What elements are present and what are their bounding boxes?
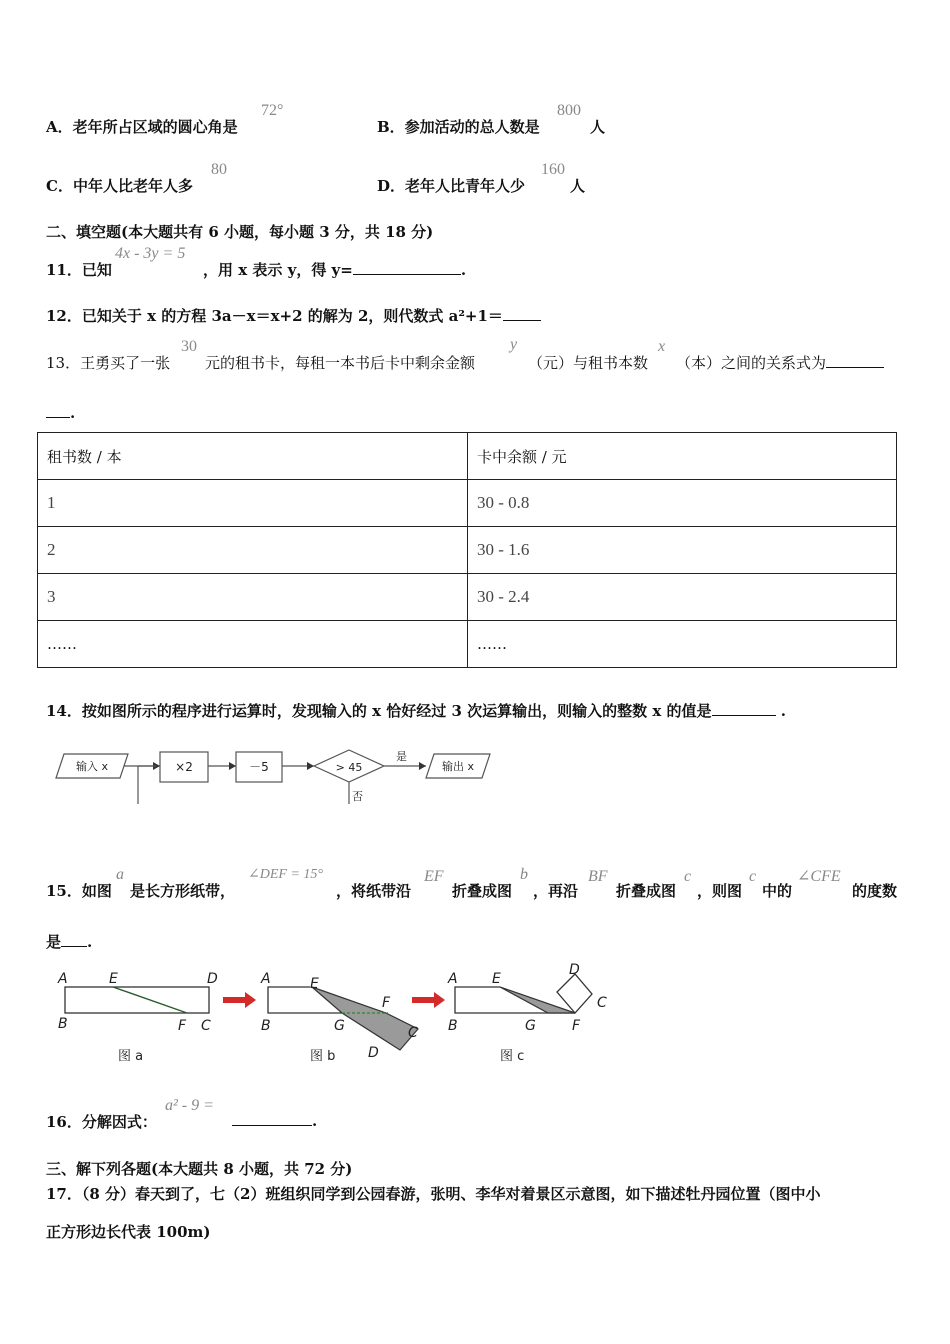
option-d [377, 175, 525, 196]
q14-end: . [780, 702, 787, 720]
table-header-books: 租书数 / 本 [38, 433, 468, 480]
flow-output-label: 输出 x [441, 760, 475, 773]
option-c-math: 80 [211, 161, 227, 178]
option-d-label: D．老年人比青年人少 [377, 177, 526, 195]
q13-p4-text: （本）之间的关系式为 [676, 354, 827, 372]
q14 [46, 700, 786, 721]
section-2-heading: 二、填空题(本大题共有 6 小题，每小题 3 分，共 18 分) [46, 223, 434, 241]
q15-end: . [87, 933, 93, 951]
q15-m7: c [749, 868, 757, 885]
fig-c-label-C: C [597, 995, 607, 1011]
q11-text-body: ，用 x 表示 y，得 y= [203, 261, 353, 279]
q15-p9: 的度数 [852, 882, 898, 900]
q15-p10: 是 [46, 933, 62, 951]
q13-p4 [676, 352, 884, 373]
q15-m3: EF [424, 868, 444, 885]
table-row [38, 527, 897, 574]
option-d-suffix: 人 [570, 177, 586, 195]
fig-c-label-F: F [572, 1018, 581, 1034]
q15-line2 [46, 931, 92, 952]
fig-b-label-F: F [382, 995, 391, 1011]
q17-line2: 正方形边长代表 100m) [46, 1223, 211, 1241]
q13-p2: 元的租书卡，每租一本书后卡中剩余金额 [205, 354, 476, 372]
flow-input-label: 输入 x [75, 760, 109, 773]
q13-p3: （元）与租书本数 [528, 354, 649, 372]
fig-b-caption: 图 b [310, 1049, 336, 1064]
fig-a-strip [65, 987, 209, 1013]
table-cell: 1 [38, 480, 468, 527]
q12-text: 12．已知关于 x 的方程 3a－x＝x+2 的解为 2，则代数式 a²+1＝ [46, 307, 503, 325]
flow-yes-label: 是 [396, 750, 407, 763]
table-cell: 3 [38, 574, 468, 621]
fig-a-fold-line [113, 987, 187, 1013]
q13-line2 [46, 403, 75, 422]
fig-c-flap [557, 974, 592, 1013]
option-a-math: 72° [261, 102, 284, 119]
table-header-row [38, 433, 897, 480]
q15-p7: ，则图 [697, 882, 743, 900]
fig-c-caption: 图 c [500, 1049, 525, 1064]
flow-op2-label: －5 [249, 760, 269, 774]
option-a-label: A．老年所占区域的圆心角是 [46, 118, 238, 136]
fig-b-folded-part [312, 987, 418, 1050]
fig-a-label-F: F [178, 1018, 187, 1034]
q11-text [203, 259, 466, 280]
arrow-right-icon [412, 992, 445, 1008]
q13-m1: 30 [181, 338, 197, 355]
table-cell: 30 - 2.4 [468, 574, 897, 621]
q15-m4: b [520, 866, 528, 883]
option-c [46, 175, 193, 196]
q11-math: 4x - 3y = 5 [115, 245, 186, 262]
q13-answer-blank-cont[interactable] [46, 403, 70, 418]
q14-answer-blank[interactable] [712, 701, 776, 716]
q14-text: 14．按如图所示的程序进行运算时，发现输入的 x 恰好经过 3 次运算输出，则输入的整数 x 的值是 [46, 702, 712, 720]
fig-b-label-C: C [408, 1025, 418, 1041]
fig-a-label-A: A [58, 971, 68, 987]
q16-answer-blank[interactable] [232, 1111, 312, 1126]
q13-answer-blank[interactable] [826, 353, 884, 368]
q15-m1: a [116, 866, 124, 883]
option-b-suffix: 人 [590, 118, 606, 136]
table-header-balance: 卡中余额 / 元 [468, 433, 897, 480]
arrow-right-icon [223, 992, 256, 1008]
option-b [377, 116, 540, 137]
q15-m5: BF [588, 868, 608, 885]
q13-m2: y [510, 336, 518, 353]
fig-a-label-D: D [207, 971, 218, 987]
option-b-math: 800 [557, 102, 581, 119]
table-cell: …… [468, 621, 897, 668]
fig-a-label-B: B [58, 1016, 68, 1032]
q15-p1: 15．如图 [46, 882, 112, 900]
table-row [38, 574, 897, 621]
option-a [46, 116, 238, 137]
fig-b-label-D: D [368, 1045, 379, 1061]
option-c-label: C．中年人比老年人多 [46, 177, 193, 195]
option-d-math: 160 [541, 161, 565, 178]
q11-answer-blank[interactable] [353, 260, 461, 275]
flowchart [50, 742, 500, 804]
fig-b-label-B: B [261, 1018, 271, 1034]
q13-p1: 13．王勇买了一张 [46, 354, 171, 372]
option-b-label: B．参加活动的总人数是 [377, 118, 540, 136]
fig-b-label-A: A [261, 971, 271, 987]
fig-c-label-E: E [492, 971, 501, 987]
flow-op1-label: ×2 [175, 760, 193, 774]
fig-c-label-B: B [448, 1018, 458, 1034]
flow-no-label: 否 [352, 790, 363, 803]
table-cell: 30 - 1.6 [468, 527, 897, 574]
q16-text: 16．分解因式： [46, 1113, 157, 1131]
table-row [38, 480, 897, 527]
q16-blank [232, 1111, 317, 1130]
section-3-heading: 三、解下列各题(本大题共 8 小题，共 72 分) [46, 1160, 353, 1178]
fig-c-label-D: D [569, 962, 580, 978]
fig-b-label-G: G [334, 1018, 345, 1034]
fig-a-label-C: C [201, 1018, 211, 1034]
q15-p8: 中的 [762, 882, 793, 900]
fold-figures [50, 960, 620, 1070]
rent-table [37, 432, 897, 668]
fig-c-label-G: G [525, 1018, 536, 1034]
table-cell: 30 - 0.8 [468, 480, 897, 527]
fig-b-label-E: E [310, 976, 319, 992]
q15-p4: 折叠成图 [452, 882, 513, 900]
q16-math: a² - 9 = [165, 1097, 214, 1114]
fig-a-caption: 图 a [118, 1049, 144, 1064]
flow-cond-label: > 45 [335, 761, 363, 774]
fig-c-label-A: A [448, 971, 458, 987]
q12-answer-blank[interactable] [503, 306, 541, 321]
q15-p6: 折叠成图 [616, 882, 677, 900]
q11-end: . [460, 261, 467, 279]
table-cell: …… [38, 621, 468, 668]
q15-m2: ∠DEF = 15° [248, 867, 323, 882]
q12 [46, 305, 541, 326]
q13-end: . [70, 404, 76, 422]
q13-m3: x [658, 338, 666, 355]
fig-a-label-E: E [109, 971, 118, 987]
q15-answer-blank[interactable] [61, 932, 87, 947]
q15-p2: 是长方形纸带， [130, 882, 236, 900]
q15-m6: c [684, 868, 692, 885]
q16-end: . [312, 1112, 318, 1130]
q17-line1: 17．（8 分）春天到了，七（2）班组织同学到公园春游，张明、李华对着景区示意图，如下描述牡丹园位置（图中小 [46, 1185, 821, 1203]
q15-p3: ，将纸带沿 [336, 882, 412, 900]
q15-m8: ∠CFE [797, 868, 841, 885]
table-cell: 2 [38, 527, 468, 574]
q15-p5: ，再沿 [533, 882, 579, 900]
q11-prefix: 11．已知 [46, 261, 112, 279]
table-row [38, 621, 897, 668]
